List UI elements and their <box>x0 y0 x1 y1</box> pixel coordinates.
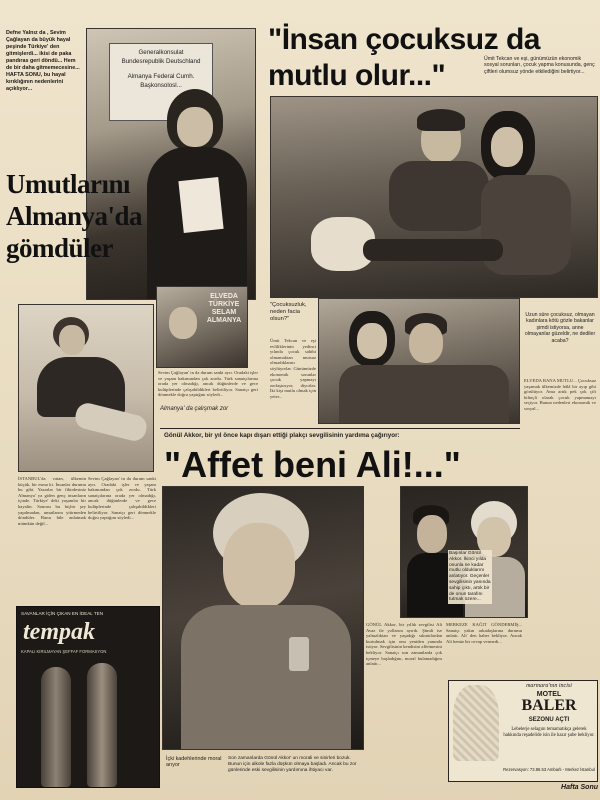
sign-line-1: Generalkonsulat <box>138 49 184 56</box>
woman-face-top <box>491 127 523 167</box>
caption-almanya: Almanya' da çalışmak zor <box>160 406 229 412</box>
intro-blurb: Defne Yalnız da , Sevim Çağlayan da büyük hayal peşinde Türkiye' den gitmişlerdi... ikisi de paka pandıras geri döndü... Hem de bir daha gitmemecesine... HAFTA SONU, bu hayal kırıklığının nedenlerini açıklıyor... <box>6 30 80 92</box>
akkor-body <box>181 605 351 749</box>
body-text-left-2: Sevim Çağlayan' in da durum sanki ayrı. Oradaki işler ve yaşam bakımından çok zordu. Türk sanatçılarına orada yer olmadığı, ancak düğünlerde ve gece kulüplerinde çalışabildikleri belirtiliyor. Sanatçı geri dönmekle doğru yaptığını söyledi... <box>88 476 156 521</box>
sign-line-4: Başkonsolosl... <box>140 82 182 89</box>
body-text-left-1: İSTANBUL'da vatan, ülkemin küçük, bir esma ki. İnsanlar durumu bu gibi. Yazarlar bir fikirdesiniz Almanya' ya giden genç insanların içinde. Türkiye' deki yaşamlar bir hayalin. Sonrası bu hiçbir şey yapılmadan, umutlarını yitirmeden döndüler. Bunu bile anlatmak mümkün değil... <box>18 476 86 526</box>
gonul-akkor-photo <box>162 486 364 750</box>
kicker-bottom: Gönül Akkor, bir yıl önce kapı dışarı ettiği plakçı sevgilisinin yardıma çağırıyor: <box>164 432 400 439</box>
subhead-top: Ümit Tekcan ve eşi, günümüzün ekonomik sosyal sorunları, çocuk yapma konusunda, genç çiftleri olumsuz yönde etkilediğini belirtiyor... <box>484 56 595 75</box>
man-hair-top <box>417 109 465 131</box>
cover-word-1: ELVEDA <box>210 293 238 300</box>
tempak-top-text: SAVANLAR İÇİN ÇIKAN EN İDEAL TEN <box>21 611 104 616</box>
caption-basinlar: Başınlar Gönül Akkor. İkinci yılda onunla ne kadar mutlu olduklarını anlatıyor. Geçenler sevgilisinin yanında sahip çıktı, artık bir de onun tarafını tutmak üzere... <box>449 551 491 603</box>
stocking-leg-1 <box>41 667 71 787</box>
motel-line-1: marmara'nın incisi <box>526 683 572 689</box>
cover-word-3: SELAM <box>211 309 237 316</box>
footer-publication: Hafta Sonu <box>561 784 598 791</box>
akkor-face <box>223 523 295 609</box>
woman-face <box>177 107 213 147</box>
headline-left-line-1: Umutlarını <box>6 169 131 199</box>
bodies-mid <box>339 365 509 423</box>
stocking-leg-2 <box>87 663 117 787</box>
headline-bottom: "Affet beni Ali!..." <box>164 444 461 485</box>
sign-line-2: Bundesrepublik Deutschland <box>121 58 201 65</box>
legs-top <box>363 239 503 261</box>
ali-face <box>417 515 447 553</box>
body-text-akkor: GÖNÜL Akkor, bir yıllık sevgilisi Ali Avaz ile yollarını ayırdı. Şimdi ise yalnızlıktan ve yaşadığı sıkıntılardan kurtulmak için onu yeniden yanında istiyor. Sevgilisinin kendisini affetmesini bekliyor. Sanatçı son zamanlarda çok içmeye başladığını, moral bulamadığını anlattı... <box>366 622 442 667</box>
tempak-bottom-text: KAPALI KIRILMAYAN ŞEFFAF FORMASYON <box>21 649 107 654</box>
headline-top-line-2: mutlu olur..." <box>268 59 446 92</box>
body-text-merkez: MERKEZE KAĞIT GÖNDERMİŞ... Sanatçı yakın arkadaşlarına durumu anlattı. Ali' den haber bekliyor. Ancak Ali henüz bir cevap vermedi... <box>446 622 522 644</box>
caption-bottom-left: İçki kadehlerinde moral arıyor <box>166 756 222 769</box>
akkor-glass <box>289 637 309 671</box>
motel-address: Rezervasyon: 73.86.53 Ambarlı - Merkez İstanbul <box>503 767 595 772</box>
body-text-right: ELVEDA BANA MUTLU... Çocuksuz yaşamak ülkemizde hâlâ bir ayıp gibi görülüyor. Ama artık pek çok çift bilinçli olarak çocuk yapmamayı seçiyor. Bunun nedenleri ekonomik ve sosyal... <box>524 378 596 411</box>
headline-left-line-2: Almanya'da <box>6 201 143 231</box>
headline-left-line-3: gömdüler <box>6 233 113 263</box>
section-rule <box>160 428 520 429</box>
couple-photo-top <box>270 96 598 298</box>
motel-body: Lebelerje selagını temamatıkça gelerek hakkında reşadelide isin ile hazır şube bekliyor. <box>503 727 595 738</box>
woman-face-mid <box>357 323 387 359</box>
paper-in-hand <box>178 177 223 233</box>
tempak-brand: tempak <box>23 619 95 645</box>
caption-bottom-center: Son zamanlarda Gönül Akkor' un morali ve sinirleri bozuk. Bunun için alkole fazla düşkün olmaya başladı. Ancak bu zor günlerinde eski sevgilisinin yardımına ihtiyacı var. <box>228 756 357 773</box>
seated-woman-photo <box>18 304 154 472</box>
body-text-couple: Ümit Tekcan ve eşi evliliklerinin yedinci yılında çocuk sahibi olmamaktan mutsuz olmadıklarını söylüyorlar. Günümüzde ekonomik sorunlar çocuk yapmayı zorlaştırıyor, diyorlar. İki kişi mutlu olmak için yeter... <box>270 338 316 399</box>
cover-face <box>169 307 197 339</box>
seated-woman-face <box>59 325 85 355</box>
couple-photo-middle <box>318 298 520 424</box>
man-face-mid <box>409 323 443 363</box>
magazine-cover-photo <box>156 286 248 368</box>
magazine-cover-title <box>203 293 245 325</box>
motel-ad <box>448 680 598 782</box>
headline-top-line-1: "İnsan çocuksuz da <box>268 23 540 56</box>
man-shirt-top <box>389 161 489 231</box>
motel-ad-illustration <box>453 685 499 761</box>
headline-left <box>6 168 156 264</box>
motel-brand: BALER <box>521 697 577 714</box>
caption-right-mid: Uzun süre çocuksuz, olmayan kadınlara kötü gözle bakanlar şimdi istiyorsa, anne olmayanlar güzeldir, ne dediler acaba? <box>524 312 596 344</box>
body-text-almanya: Sevim Çağlayan' in da durum sanki ayrı. Oradaki işler ve yaşam bakımından çok zordu. Türk sanatçılarına orada yer olmadığı, ancak düğünlerde ve gece kulüplerinde çalışabildikleri belirtiliyor. Sanatçı geri dönmekle doğru yaptığını söyledi... <box>158 370 258 398</box>
tempak-ad <box>16 606 160 788</box>
cover-word-2: TÜRKİYE <box>208 301 240 308</box>
caption-cocuksuzluk: "Çocuksuzluk, neden facia olsun?" <box>270 302 307 322</box>
sign-line-3: Almanya Federal Cumh. <box>127 73 195 80</box>
motel-line-3: SEZONU AÇTI <box>528 717 570 723</box>
motel-line-2: MOTEL <box>536 691 562 698</box>
cover-word-4: ALMANYA <box>206 317 242 324</box>
